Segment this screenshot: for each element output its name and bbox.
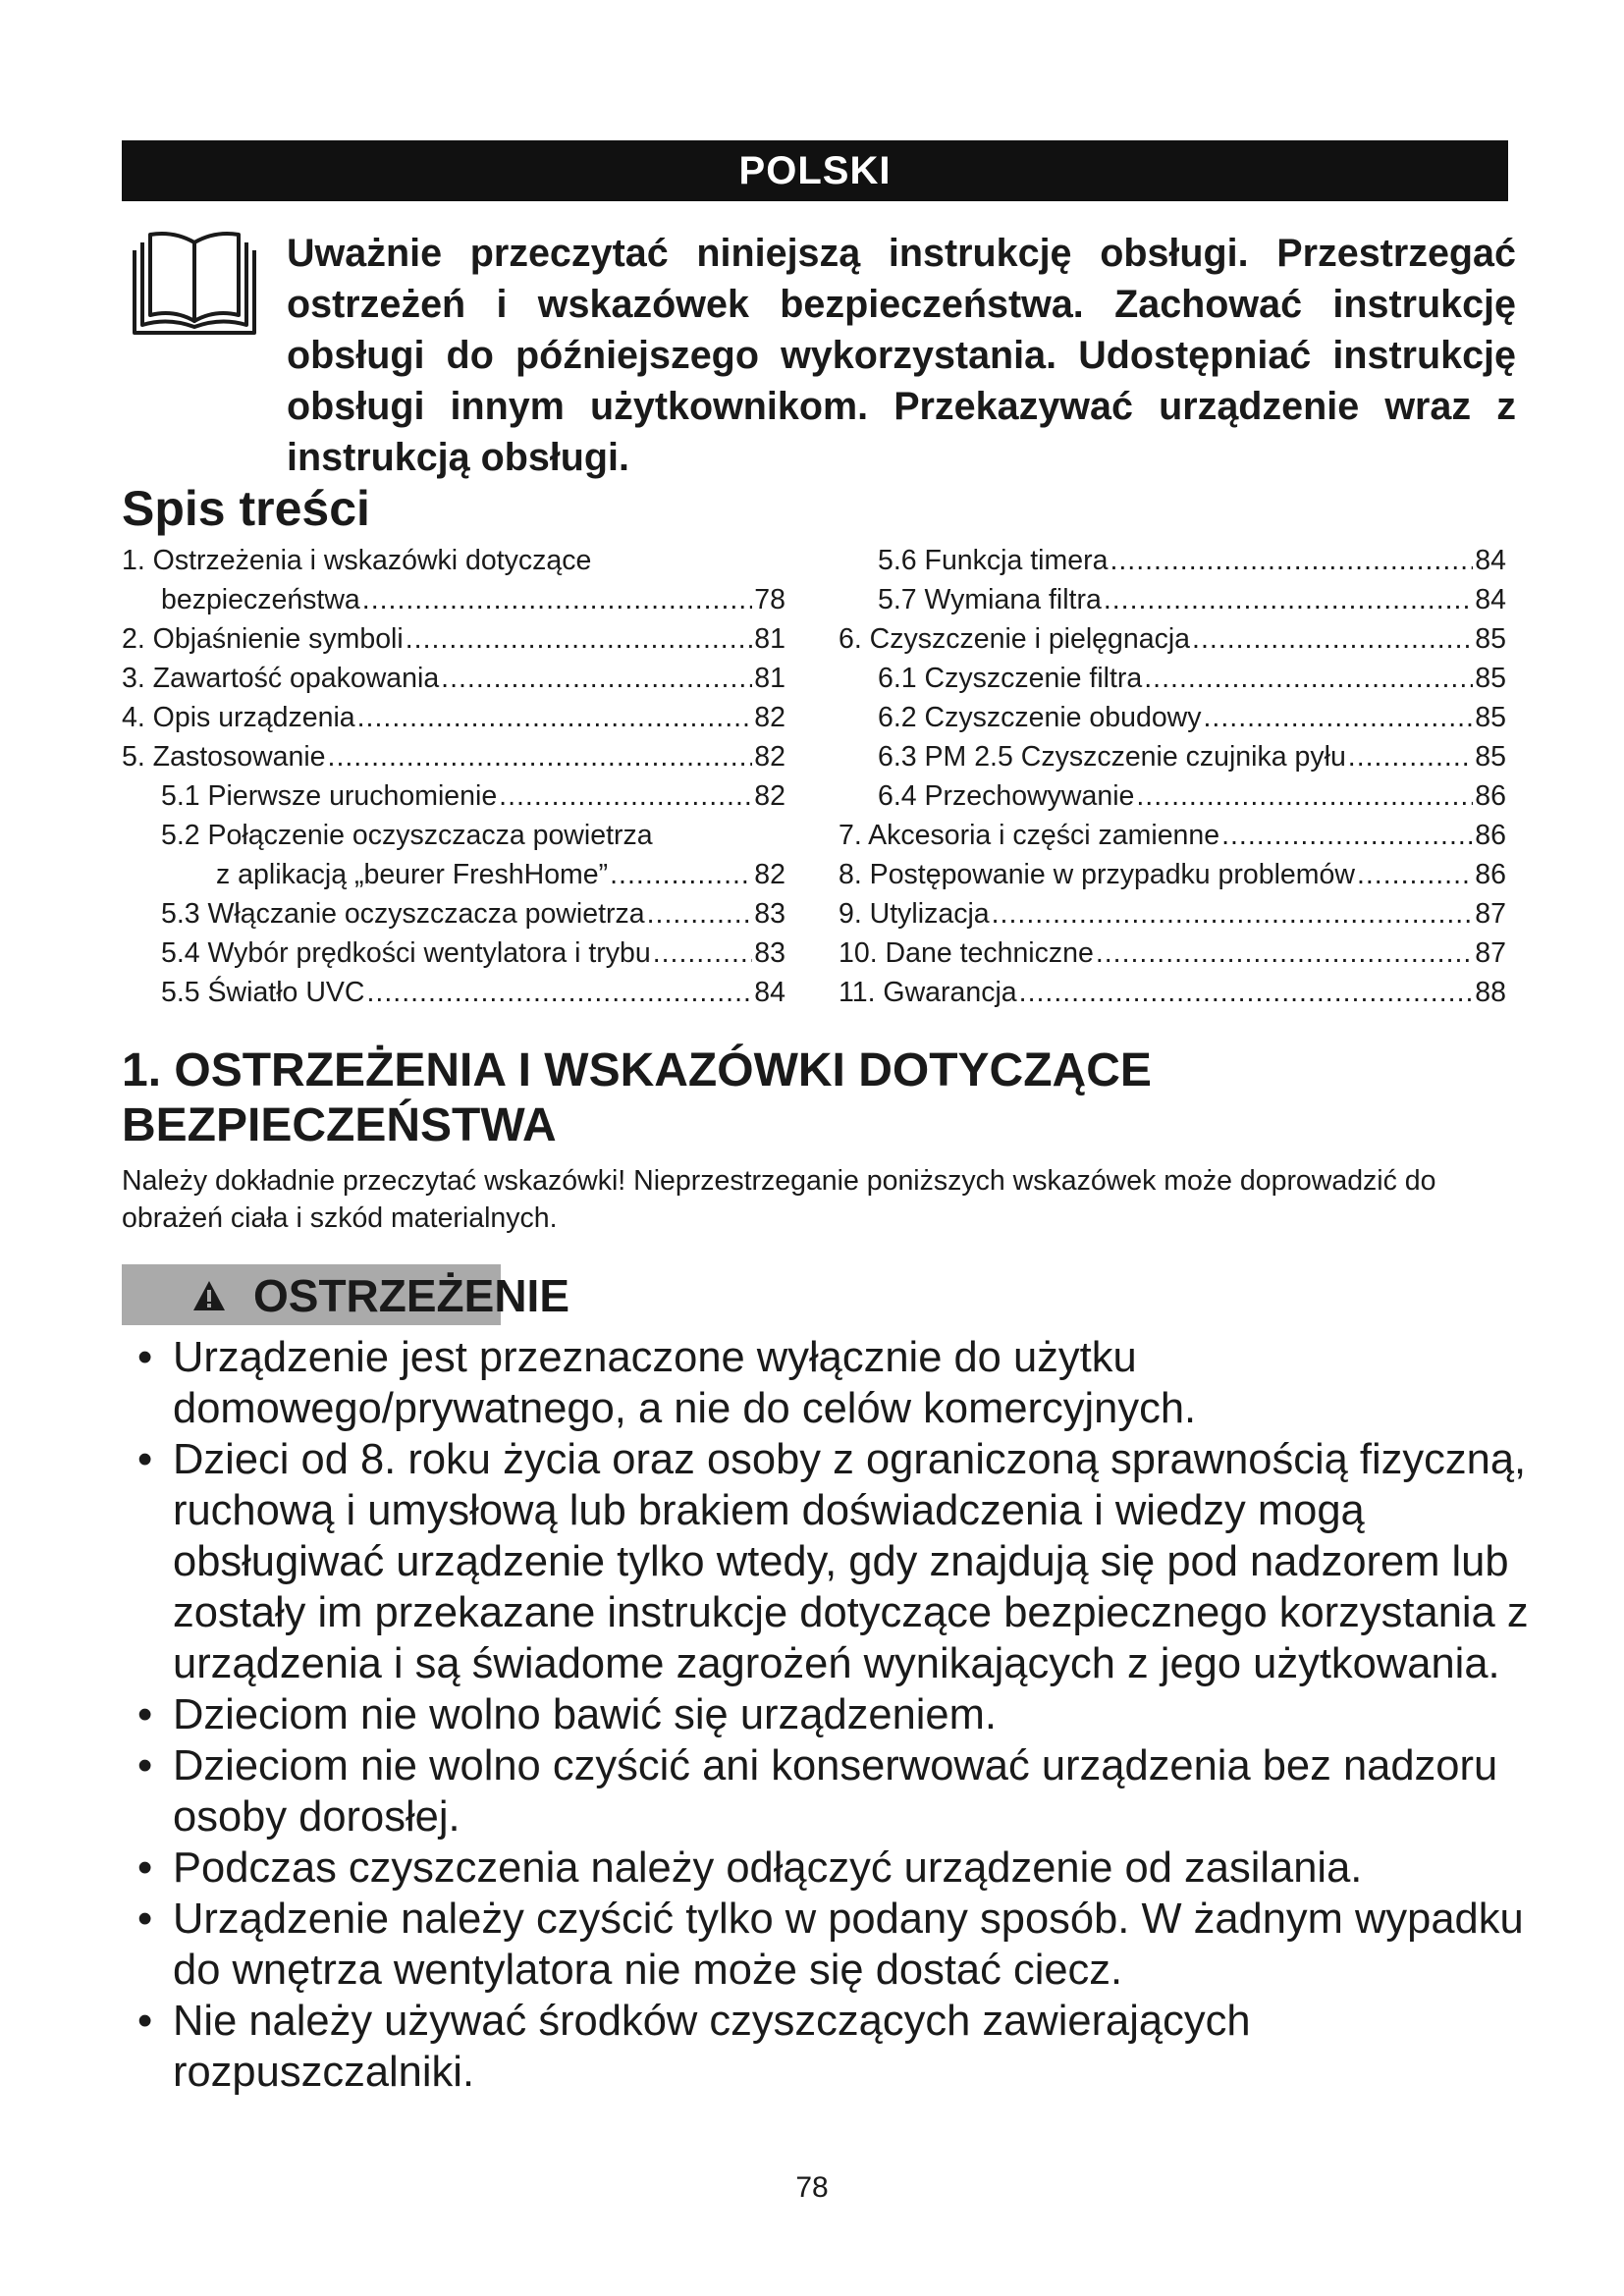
toc-item[interactable] bbox=[122, 776, 785, 816]
toc-leader bbox=[406, 619, 753, 659]
toc-item[interactable] bbox=[122, 816, 785, 855]
toc-item-text: 3. Zawartość opakowania bbox=[122, 663, 440, 694]
toc-item-page: 85 bbox=[1475, 663, 1506, 694]
toc-item-text: 5.7 Wymiana filtra bbox=[878, 584, 1102, 615]
toc-leader bbox=[653, 934, 753, 973]
toc-item-page: 86 bbox=[1475, 859, 1506, 890]
toc-leader bbox=[367, 973, 753, 1012]
toc-item-text: 9. Utylizacja bbox=[839, 898, 990, 930]
toc-item-page: 83 bbox=[754, 898, 785, 930]
section-title: 1. OSTRZEŻENIA I WSKAZÓWKI DOTYCZĄCE BEZPIECZEŃSTWA bbox=[122, 1044, 1152, 1151]
toc-item-page: 88 bbox=[1475, 977, 1506, 1008]
toc-right-column bbox=[839, 541, 1506, 1012]
toc-item-page: 84 bbox=[754, 977, 785, 1008]
toc-item[interactable] bbox=[839, 541, 1506, 580]
warning-heading bbox=[192, 1266, 569, 1325]
toc-item-text: bezpieczeństwa bbox=[161, 584, 360, 615]
toc-leader bbox=[610, 855, 752, 894]
toc-item-text: 6.2 Czyszczenie obudowy bbox=[878, 702, 1202, 733]
toc-leader bbox=[647, 894, 753, 934]
toc-item-page: 81 bbox=[754, 623, 785, 655]
toc-item-page: 85 bbox=[1475, 702, 1506, 733]
toc-item-text: 5.3 Włączanie oczyszczacza powietrza bbox=[161, 898, 645, 930]
toc-item[interactable] bbox=[839, 698, 1506, 737]
warning-label: OSTRZEŻENIE bbox=[253, 1270, 570, 1321]
toc-leader bbox=[499, 776, 752, 816]
toc-item-text: 10. Dane techniczne bbox=[839, 937, 1094, 969]
toc-item-page: 78 bbox=[754, 584, 785, 615]
toc-item[interactable] bbox=[839, 973, 1506, 1012]
toc-item-page: 82 bbox=[754, 780, 785, 812]
toc-item-text: 11. Gwarancja bbox=[839, 977, 1017, 1008]
toc-item-page: 81 bbox=[754, 663, 785, 694]
toc-leader bbox=[1096, 934, 1473, 973]
toc-item-text: 4. Opis urządzenia bbox=[122, 702, 355, 733]
toc-left-column bbox=[122, 541, 785, 1012]
language-label: POLSKI bbox=[738, 148, 892, 192]
list-item: • Urządzenie jest przeznaczone wyłącznie do użytku domowego/prywatnego, a nie do celów komercyjnych. bbox=[137, 1332, 1532, 1434]
toc-item-text: 6.3 PM 2.5 Czyszczenie czujnika pyłu bbox=[878, 741, 1346, 773]
toc-item[interactable] bbox=[839, 816, 1506, 855]
toc-item-page: 87 bbox=[1475, 937, 1506, 969]
toc-item-page: 84 bbox=[1475, 584, 1506, 615]
toc-item-text: 5.1 Pierwsze uruchomienie bbox=[161, 780, 498, 812]
toc-item-page: 84 bbox=[1475, 545, 1506, 576]
list-item: • Nie należy używać środków czyszczących zawierających rozpuszczalniki. bbox=[137, 1996, 1532, 2098]
toc-item-page: 82 bbox=[754, 741, 785, 773]
toc-leader bbox=[1348, 737, 1474, 776]
toc-item-text: 5.5 Światło UVC bbox=[161, 977, 365, 1008]
toc-item[interactable] bbox=[839, 894, 1506, 934]
toc-item[interactable] bbox=[839, 776, 1506, 816]
toc-item-text: 5.2 Połączenie oczyszczacza powietrza bbox=[161, 820, 653, 851]
toc-leader bbox=[992, 894, 1474, 934]
toc-item-page: 86 bbox=[1475, 780, 1506, 812]
toc-leader bbox=[1357, 855, 1473, 894]
toc-leader bbox=[357, 698, 753, 737]
toc-leader bbox=[1104, 580, 1473, 619]
toc-leader bbox=[1204, 698, 1474, 737]
toc-item-page: 85 bbox=[1475, 623, 1506, 655]
toc-item-text: 2. Objaśnienie symboli bbox=[122, 623, 404, 655]
toc-item-text: 6. Czyszczenie i pielęgnacja bbox=[839, 623, 1191, 655]
toc-item[interactable] bbox=[122, 855, 785, 894]
toc-item[interactable] bbox=[839, 855, 1506, 894]
toc-item-page: 85 bbox=[1475, 741, 1506, 773]
toc-leader bbox=[362, 580, 753, 619]
list-item: • Podczas czyszczenia należy odłączyć urządzenie od zasilania. bbox=[137, 1842, 1532, 1894]
list-item: • Urządzenie należy czyścić tylko w podany sposób. W żadnym wypadku do wnętrza wentylatora nie może się dostać ciecz. bbox=[137, 1894, 1532, 1996]
toc-item[interactable] bbox=[839, 934, 1506, 973]
toc-leader bbox=[1221, 816, 1473, 855]
toc-item-page: 82 bbox=[754, 859, 785, 890]
toc-item[interactable] bbox=[122, 659, 785, 698]
toc-leader bbox=[1144, 659, 1473, 698]
toc-item[interactable] bbox=[122, 973, 785, 1012]
toc-leader bbox=[441, 659, 752, 698]
toc-item[interactable] bbox=[122, 894, 785, 934]
toc-item[interactable] bbox=[839, 580, 1506, 619]
toc-item-page: 83 bbox=[754, 937, 785, 969]
toc-leader bbox=[1019, 973, 1474, 1012]
warning-list bbox=[137, 1332, 1532, 2098]
toc-item[interactable] bbox=[122, 737, 785, 776]
open-book-icon bbox=[129, 231, 260, 339]
toc-item[interactable] bbox=[839, 619, 1506, 659]
toc-item-page: 82 bbox=[754, 702, 785, 733]
intro-instructions: Uważnie przeczytać niniejszą instrukcję obsługi. Przestrzegać ostrzeżeń i wskazówek bezpieczeństwa. Zachować instrukcję obsługi do późniejszego wykorzystania. Udostępniać instrukcję obsługi innym użytkownikom. Przekazywać urządzenie wraz z instrukcją obsługi. bbox=[287, 232, 1516, 479]
toc-item[interactable] bbox=[122, 619, 785, 659]
warning-triangle-icon bbox=[192, 1280, 226, 1311]
toc-leader bbox=[328, 737, 753, 776]
toc-title: Spis treści bbox=[122, 481, 370, 536]
toc-item-text: z aplikacją „beurer FreshHome” bbox=[216, 859, 609, 890]
toc-item[interactable] bbox=[839, 737, 1506, 776]
toc-item-text: 6.4 Przechowywanie bbox=[878, 780, 1135, 812]
toc-item-text: 7. Akcesoria i części zamienne bbox=[839, 820, 1220, 851]
toc-item[interactable] bbox=[122, 698, 785, 737]
language-header-bar bbox=[122, 140, 1508, 201]
section-intro: Należy dokładnie przeczytać wskazówki! Nieprzestrzeganie poniższych wskazówek może doprowadzić do obrażeń ciała i szkód materialnych. bbox=[122, 1165, 1436, 1234]
toc-leader bbox=[1136, 776, 1473, 816]
toc-item-text: 1. Ostrzeżenia i wskazówki dotyczące bbox=[122, 545, 592, 576]
toc-item[interactable] bbox=[122, 541, 785, 580]
toc-item-text: 8. Postępowanie w przypadku problemów bbox=[839, 859, 1355, 890]
list-item: • Dzieciom nie wolno bawić się urządzeniem. bbox=[137, 1689, 1532, 1740]
toc-leader bbox=[1192, 619, 1473, 659]
toc-item[interactable] bbox=[122, 934, 785, 973]
list-item: • Dzieciom nie wolno czyścić ani konserwować urządzenia bez nadzoru osoby dorosłej. bbox=[137, 1740, 1532, 1842]
toc-leader bbox=[1110, 541, 1473, 580]
toc-item-page: 86 bbox=[1475, 820, 1506, 851]
toc-item[interactable] bbox=[122, 580, 785, 619]
toc-item-page: 87 bbox=[1475, 898, 1506, 930]
toc-item-text: 5.4 Wybór prędkości wentylatora i trybu bbox=[161, 937, 651, 969]
toc-item-text: 6.1 Czyszczenie filtra bbox=[878, 663, 1143, 694]
page-number: 78 bbox=[795, 2171, 829, 2204]
toc-item-text: 5.6 Funkcja timera bbox=[878, 545, 1109, 576]
toc-item-text: 5. Zastosowanie bbox=[122, 741, 326, 773]
toc-item[interactable] bbox=[839, 659, 1506, 698]
list-item: • Dzieci od 8. roku życia oraz osoby z ograniczoną sprawnością fizyczną, ruchową i umysłową lub brakiem doświadczenia i wiedzy mogą obsługiwać urządzenie tylko wtedy, gdy znajdują się pod nadzorem lub zostały im przekazane instrukcje dotyczące bezpiecznego korzystania z urządzenia i są świadome zagrożeń wynikających z jego użytkowania. bbox=[137, 1434, 1532, 1689]
